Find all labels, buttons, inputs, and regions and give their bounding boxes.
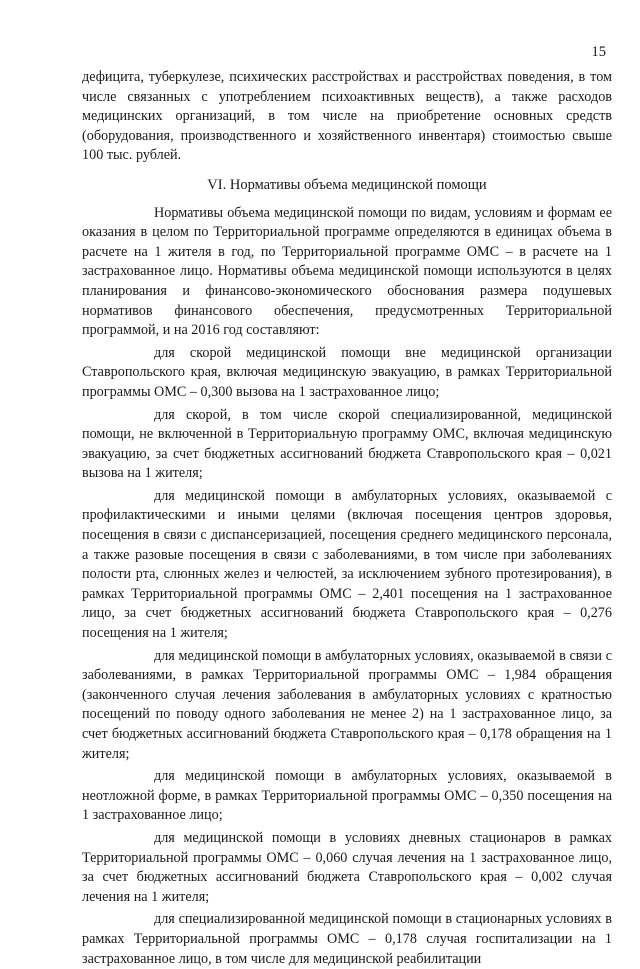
section-title: VI. Нормативы объема медицинской помощи bbox=[207, 176, 487, 193]
paragraph-day-hospital: для медицинской помощи в условиях дневных стационаров в рамках Территориальной программы ОМС – 0,060 случая лечения на 1 застрахованное лицо, за счет бюджетных ассигнований бюджета Ставропольского края – 0,002 случая лечения на 1 жителя; bbox=[82, 829, 612, 905]
paragraph-emergency-budget: для скорой, в том числе скорой специализированной, медицинской помощи, не включенной в Территориальную программу ОМС, включая медицинскую эвакуацию, за счет бюджетных ассигнований бюджета Ставропольского края – 0,021 вызова на 1 жителя; bbox=[82, 406, 612, 482]
paragraph-outpatient-disease: для медицинской помощи в амбулаторных условиях, оказываемой в связи с заболеваниями, в рамках Территориальной программы ОМС – 1,984 обращения (законченного случая лечения заболевания в амбулаторных условиях с кратностью посещений по поводу одного заболевания не менее 2) на 1 застрахованное лицо, за счет бюджетных ассигнований бюджета Ставропольского края – 0,178 обращения на 1 жителя; bbox=[82, 647, 612, 762]
paragraph-inpatient: для специализированной медицинской помощи в стационарных условиях в рамках Территориальной программы ОМС – 0,178 случая госпитализации на 1 застрахованное лицо, в том числе для медицинской реабилитации bbox=[82, 911, 612, 967]
page-number: 15 bbox=[591, 44, 606, 60]
paragraph-emergency-oms: для скорой медицинской помощи вне медицинской организации Ставропольского края, включая медицинскую эвакуацию, в рамках Территориальной программы ОМС – 0,300 вызова на 1 застрахованное лицо; bbox=[82, 344, 612, 400]
intro-paragraph: дефицита, туберкулезе, психических расстройствах и расстройствах поведения, в том числе связанных с употреблением психоактивных веществ), а также расходов медицинских организаций, в том числе на приобретение основных средств (оборудования, производственного и хозяйственного инвентаря) стоимостью свыше 100 тыс. рублей. bbox=[82, 69, 612, 164]
paragraph-outpatient-preventive: для медицинской помощи в амбулаторных условиях, оказываемой с профилактическими и иными целями (включая посещения центров здоровья, посещения в связи с диспансеризацией, посещения среднего медицинского персонала, а также разовые посещения в связи с заболеваниями, в том числе при заболеваниях полости рта, слюнных желез и челюстей, за исключением зубного протезирования), в рамках Территориальной программы ОМС – 2,401 посещения на 1 застрахованное лицо, за счет бюджетных ассигнований бюджета Ставропольского края – 0,276 посещения на 1 жителя; bbox=[82, 487, 612, 642]
paragraph-outpatient-urgent: для медицинской помощи в амбулаторных условиях, оказываемой в неотложной форме, в рамках Территориальной программы ОМС – 0,350 посещения на 1 застрахованное лицо; bbox=[82, 768, 612, 824]
document-body bbox=[82, 68, 612, 969]
paragraph-norms-intro: Нормативы объема медицинской помощи по видам, условиям и формам ее оказания в целом по Территориальной программе определяются в единицах объема в расчете на 1 жителя в год, по Территориальной программе ОМС – в расчете на 1 застрахованное лицо. Нормативы объема медицинской помощи используются в целях планирования и финансово-экономического обоснования размера подушевых нормативов финансового обеспечения, предусмотренных Территориальной программой, и на 2016 год составляют: bbox=[82, 204, 612, 339]
